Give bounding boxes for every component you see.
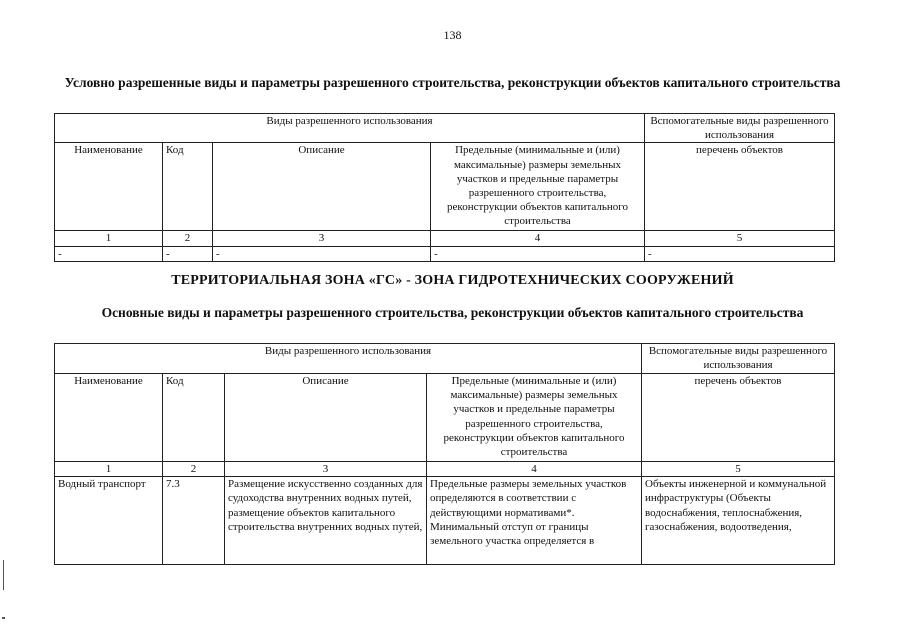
column-number: 1 [55, 231, 163, 246]
cell-aux: Объекты инженерной и коммунальной инфраструктуры (Объекты водоснабжения, теплоснабжения, газоснабжения, водоотведения, [642, 477, 835, 565]
table-column-header-row [55, 143, 835, 231]
column-number: 2 [163, 231, 213, 246]
scan-edge-mark [2, 617, 5, 619]
cell-description: Размещение искусственно созданных для судоходства внутренних водных путей, размещение объектов капитального строительства внутренних водных путей, [225, 477, 427, 565]
column-number: 5 [645, 231, 835, 246]
cell-limits: Предельные размеры земельных участков определяются в соответствии с действующими нормативами*. Минимальный отступ от границы земельного участка определяется в [427, 477, 642, 565]
section-title-main: Основные виды и параметры разрешенного строительства, реконструкции объектов капитального строительства [101, 305, 804, 320]
column-header-limits: Предельные (минимальные и (или) максимальные) размеры земельных участков и предельные параметры разрешенного строительства, реконструкции объектов капитального строительства [427, 374, 642, 462]
group-header-aux: Вспомогательные виды разрешенного использования [642, 344, 835, 374]
table-row [55, 246, 835, 261]
column-header-name: Наименование [55, 374, 163, 462]
column-number: 1 [55, 462, 163, 477]
scan-edge-mark [3, 560, 4, 590]
zone-title: ТЕРРИТОРИАЛЬНАЯ ЗОНА «ГС» - ЗОНА ГИДРОТЕХНИЧЕСКИХ СООРУЖЕНИЙ [171, 273, 734, 288]
cell-name: Водный транспорт [55, 477, 163, 565]
column-number: 3 [225, 462, 427, 477]
table-cell: - [431, 246, 645, 261]
column-header-code: Код [163, 374, 225, 462]
column-header-description: Описание [213, 143, 431, 231]
table-row [55, 477, 835, 565]
table-column-header-row [55, 374, 835, 462]
column-header-code: Код [163, 143, 213, 231]
column-header-description: Описание [225, 374, 427, 462]
table-cell: - [55, 246, 163, 261]
column-number: 5 [642, 462, 835, 477]
column-number: 4 [427, 462, 642, 477]
conditional-use-table [54, 113, 835, 262]
group-header-aux: Вспомогательные виды разрешенного использования [645, 114, 835, 143]
table-cell: - [163, 246, 213, 261]
column-header-limits: Предельные (минимальные и (или) максимальные) размеры земельных участков и предельные параметры разрешенного строительства, реконструкции объектов капитального строительства [431, 143, 645, 231]
cell-code: 7.3 [163, 477, 225, 565]
group-header-main: Виды разрешенного использования [55, 114, 645, 143]
column-header-name: Наименование [55, 143, 163, 231]
table-group-header-row [55, 344, 835, 374]
column-header-aux-list: перечень объектов [642, 374, 835, 462]
section-title-conditional: Условно разрешенные виды и параметры разрешенного строительства, реконструкции объектов капитального строительства [64, 75, 841, 90]
table-cell: - [213, 246, 431, 261]
main-use-table [54, 343, 835, 565]
table-group-header-row [55, 114, 835, 143]
table-number-row [55, 231, 835, 246]
column-header-aux-list: перечень объектов [645, 143, 835, 231]
column-number: 3 [213, 231, 431, 246]
group-header-main: Виды разрешенного использования [55, 344, 642, 374]
column-number: 2 [163, 462, 225, 477]
table-cell: - [645, 246, 835, 261]
table-number-row [55, 462, 835, 477]
column-number: 4 [431, 231, 645, 246]
page-number: 138 [443, 28, 462, 42]
